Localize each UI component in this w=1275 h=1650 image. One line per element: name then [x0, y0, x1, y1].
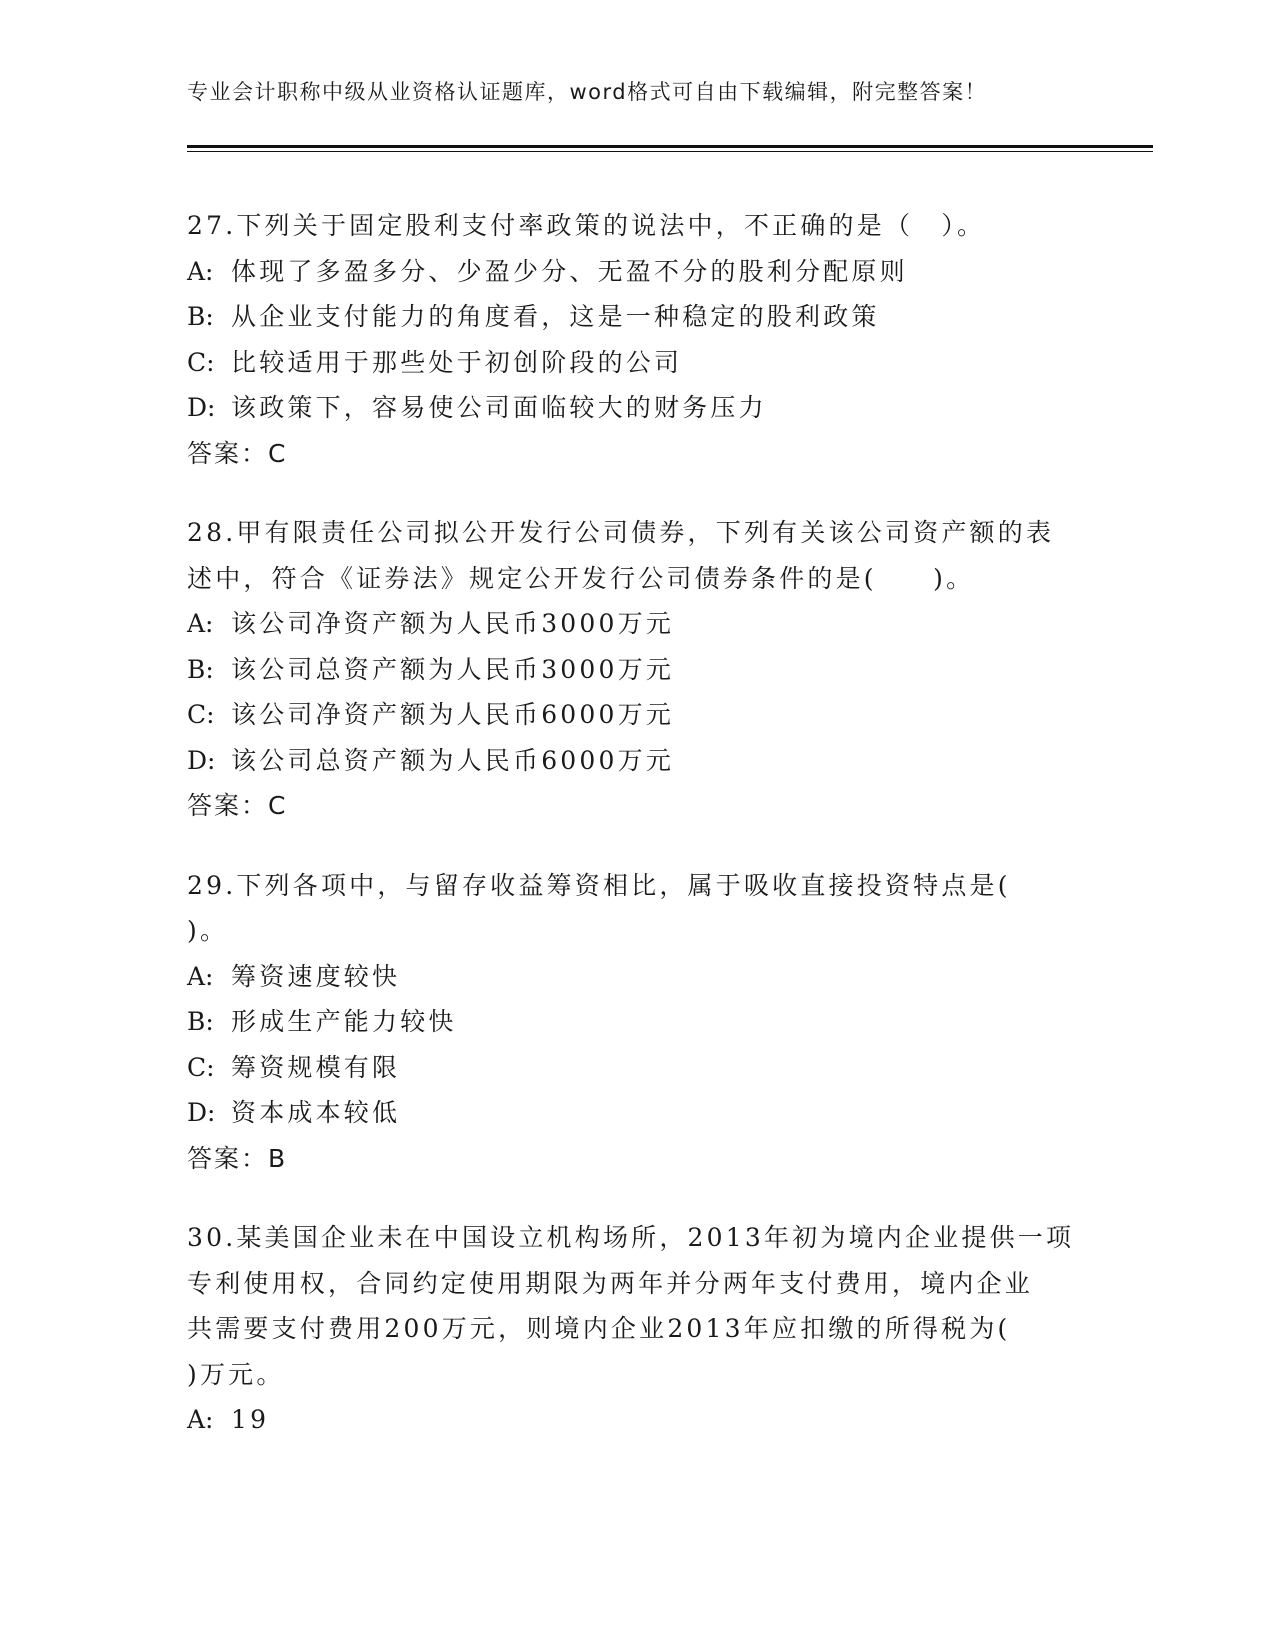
question-30 — [187, 1215, 1087, 1443]
question-list — [187, 203, 1087, 1477]
question-stem-line: 共需要支付费用200万元，则境内企业2013年应扣缴的所得税为( — [187, 1314, 1011, 1343]
option-row — [187, 249, 1087, 295]
question-stem-line: )。 — [187, 916, 229, 945]
option-row — [187, 954, 1087, 1000]
question-stem-line: 专利使用权，合同约定使用期限为两年并分两年支付费用，境内企业 — [187, 1268, 1034, 1298]
question-stem-line: 27.下列关于固定股利支付率政策的说法中，不正确的是（ ）。 — [187, 211, 986, 240]
option-label: C: — [187, 1052, 215, 1082]
question-stem-line: 29.下列各项中，与留存收益筹资相比，属于吸收直接投资特点是( — [187, 870, 1011, 900]
option-text: 资本成本较低 — [231, 1098, 401, 1127]
option-label: D: — [187, 745, 216, 775]
option-text: 筹资规模有限 — [231, 1052, 401, 1082]
option-text: 该政策下，容易使公司面临较大的财务压力 — [231, 393, 767, 422]
question-stem-line: 述中，符合《证券法》规定公开发行公司债券条件的是( )。 — [187, 563, 975, 593]
header-rule-thin — [187, 151, 1153, 152]
header-text: 专业会计职称中级从业资格认证题库，word格式可自由下载编辑，附完整答案！ — [187, 80, 988, 104]
option-text: 形成生产能力较快 — [231, 1007, 457, 1036]
option-text: 该公司总资产额为人民币6000万元 — [231, 745, 675, 775]
option-label: C: — [187, 700, 215, 729]
answer-line: 答案：C — [187, 438, 288, 468]
answer-line: 答案：C — [187, 791, 288, 820]
option-text: 19 — [231, 1405, 270, 1434]
answer-line: 答案：B — [187, 1143, 288, 1173]
option-label: A: — [187, 1405, 214, 1434]
option-label: D: — [187, 393, 216, 422]
option-text: 比较适用于那些处于初创阶段的公司 — [231, 347, 683, 377]
option-row — [187, 1045, 1087, 1091]
option-row — [187, 999, 1087, 1045]
option-label: B: — [187, 654, 214, 684]
option-row — [187, 385, 1087, 431]
option-row — [187, 647, 1087, 693]
option-row — [187, 1397, 1087, 1443]
option-text: 该公司总资产额为人民币3000万元 — [231, 654, 675, 684]
option-label: A: — [187, 256, 214, 286]
question-27 — [187, 203, 1087, 476]
question-stem-line: 28.甲有限责任公司拟公开发行公司债券，下列有关该公司资产额的表 — [187, 518, 1055, 547]
option-text: 该公司净资产额为人民币3000万元 — [231, 609, 675, 638]
option-row — [187, 601, 1087, 647]
option-label: A: — [187, 961, 214, 991]
question-28 — [187, 510, 1087, 829]
option-text: 筹资速度较快 — [231, 961, 401, 991]
option-label: B: — [187, 302, 214, 331]
question-stem-line: 30.某美国企业未在中国设立机构场所，2013年初为境内企业提供一项 — [187, 1223, 1075, 1252]
option-text: 从企业支付能力的角度看，这是一种稳定的股利政策 — [231, 302, 880, 331]
header-rule-thick — [187, 145, 1153, 148]
option-label: B: — [187, 1007, 214, 1036]
option-text: 该公司净资产额为人民币6000万元 — [231, 700, 675, 729]
option-row — [187, 294, 1087, 340]
question-29 — [187, 863, 1087, 1182]
option-label: A: — [187, 609, 214, 638]
option-row — [187, 1090, 1087, 1136]
question-stem-line: )万元。 — [187, 1359, 285, 1389]
option-text: 体现了多盈多分、少盈少分、无盈不分的股利分配原则 — [231, 256, 908, 286]
option-row — [187, 692, 1087, 738]
option-row — [187, 738, 1087, 784]
option-label: C: — [187, 347, 215, 377]
option-row — [187, 340, 1087, 386]
option-label: D: — [187, 1098, 216, 1127]
